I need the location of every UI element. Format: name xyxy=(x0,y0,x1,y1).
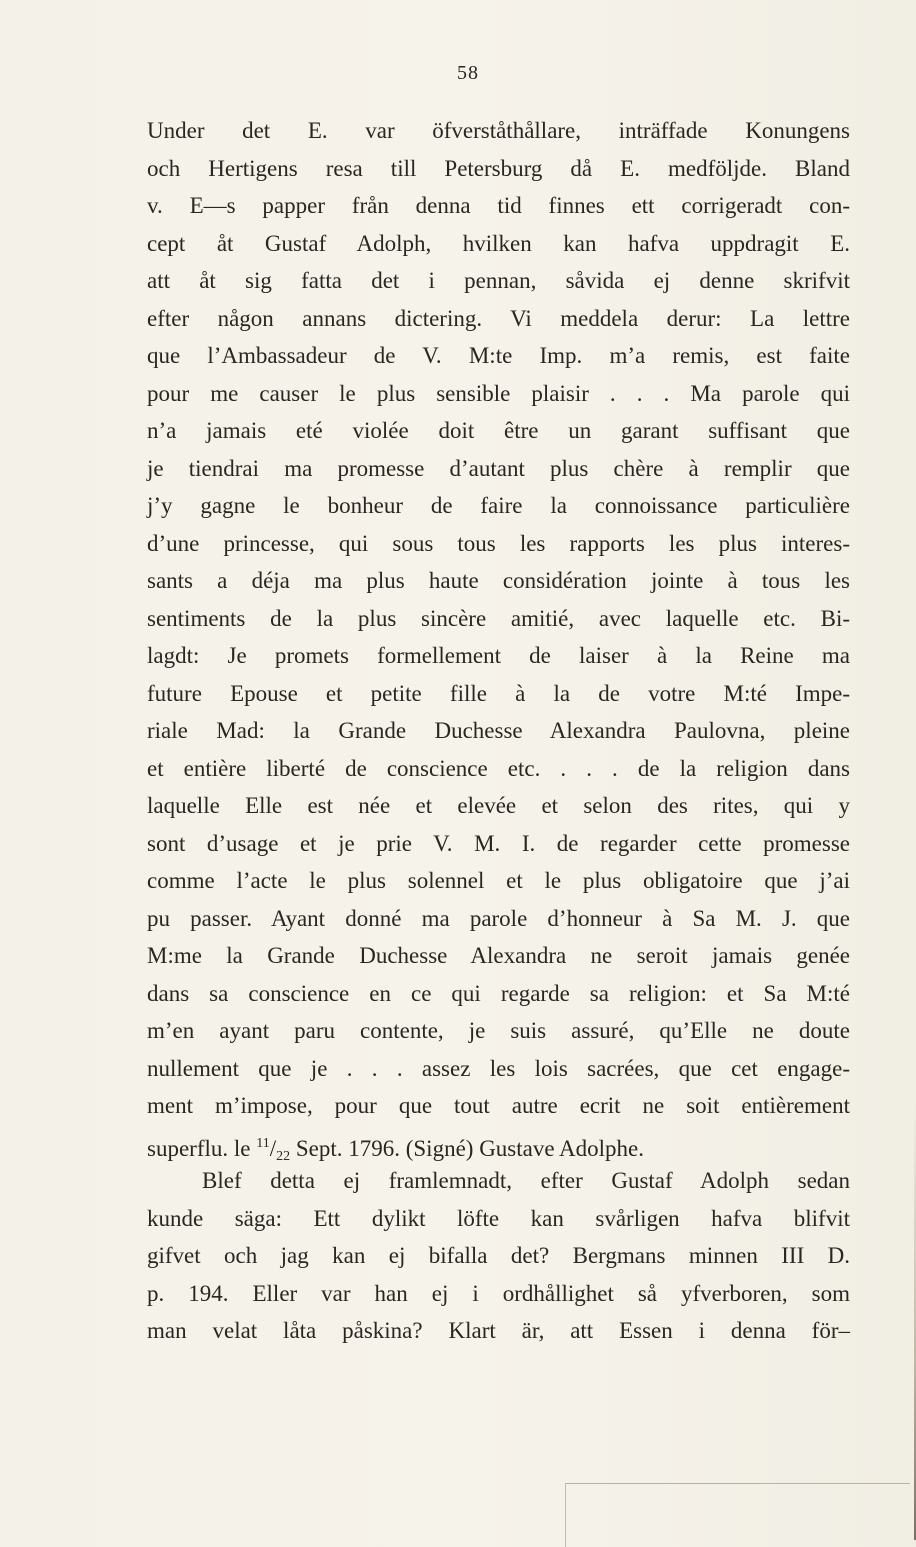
text-line: m’en ayant paru contente, je suis assuré, qu’Elle ne doute xyxy=(147,1018,850,1043)
text-line: et entière liberté de conscience etc. . . . de la religion dans xyxy=(147,755,850,781)
text-line: gifvet och jag kan ej bifalla det? Bergmans minnen III D. xyxy=(147,1243,850,1268)
text-line: sentiments de la plus sincère amitié, avec laquelle etc. Bi- xyxy=(147,605,850,631)
text-line: que l’Ambassadeur de V. M:te Imp. m’a remis, est faite xyxy=(147,343,850,368)
text-line: d’une princesse, qui sous tous les rapports les plus interes- xyxy=(147,530,850,556)
date-line-before: superflu. le xyxy=(147,1135,257,1161)
text-line: dans sa conscience en ce qui regarde sa religion: et Sa M:té xyxy=(147,980,850,1006)
text-line: riale Mad: la Grande Duchesse Alexandra Paulovna, pleine xyxy=(147,718,850,743)
date-fraction-numerator: 11 xyxy=(256,1135,270,1151)
paragraph-start-line: Blef detta ej framlemnadt, efter Gustaf Adolph sedan xyxy=(202,1168,850,1193)
text-line: lagdt: Je promets formellement de laiser à la Reine ma xyxy=(147,643,850,668)
text-line: pu passer. Ayant donné ma parole d’honneur à Sa M. J. que xyxy=(147,905,850,931)
scan-artifact-line xyxy=(565,1483,910,1484)
scan-artifact-edge xyxy=(565,1483,566,1547)
text-line: kunde säga: Ett dylikt löfte kan svårligen hafva blifvit xyxy=(147,1205,850,1231)
text-line: nullement que je . . . assez les lois sacrées, que cet engage- xyxy=(147,1055,850,1081)
text-line: ment m’impose, pour que tout autre ecrit ne soit entièrement xyxy=(147,1093,850,1118)
text-line: je tiendrai ma promesse d’autant plus chère à remplir que xyxy=(147,455,850,481)
date-signature-line: superflu. le $^{11}$/22 Sept. 1796. (Signé) Gustave Adolphe. xyxy=(147,1135,644,1164)
date-line-after: Sept. 1796. (Signé) Gustave Adolphe. xyxy=(290,1135,644,1161)
text-line: j’y gagne le bonheur de faire la connoissance particulière xyxy=(147,493,850,518)
body-text xyxy=(147,112,850,1350)
text-line: M:me la Grande Duchesse Alexandra ne seroit jamais genée xyxy=(147,943,850,968)
text-line: man velat låta påskina? Klart är, att Essen i denna för– xyxy=(147,1318,850,1343)
page-number: 58 xyxy=(457,62,479,84)
text-line: n’a jamais eté violée doit être un garant suffisant que xyxy=(147,418,850,443)
text-line: och Hertigens resa till Petersburg då E. medföljde. Bland xyxy=(147,155,850,181)
text-line: laquelle Elle est née et elevée et selon des rites, qui y xyxy=(147,793,850,818)
date-fraction-denominator: 22 xyxy=(276,1148,291,1164)
text-line: sont d’usage et je prie V. M. I. de regarder cette promesse xyxy=(147,830,850,856)
text-line: cept åt Gustaf Adolph, hvilken kan hafva uppdragit E. xyxy=(147,230,850,256)
text-line: p. 194. Eller var han ej i ordhållighet så yfverboren, som xyxy=(147,1280,850,1306)
text-line: future Epouse et petite fille à la de votre M:té Impe- xyxy=(147,680,850,706)
text-line: efter någon annans dictering. Vi meddela derur: La lettre xyxy=(147,305,850,331)
text-line: att åt sig fatta det i pennan, såvida ej denne skrifvit xyxy=(147,268,850,293)
text-line: sants a déja ma plus haute considération jointe à tous les xyxy=(147,568,850,593)
text-line: comme l’acte le plus solennel et le plus obligatoire que j’ai xyxy=(147,868,850,893)
text-line: v. E—s papper från denna tid finnes ett corrigeradt con- xyxy=(147,193,850,218)
text-line: pour me causer le plus sensible plaisir . . . Ma parole qui xyxy=(147,380,850,406)
text-line: Under det E. var öfverståthållare, inträffade Konungens xyxy=(147,118,850,143)
